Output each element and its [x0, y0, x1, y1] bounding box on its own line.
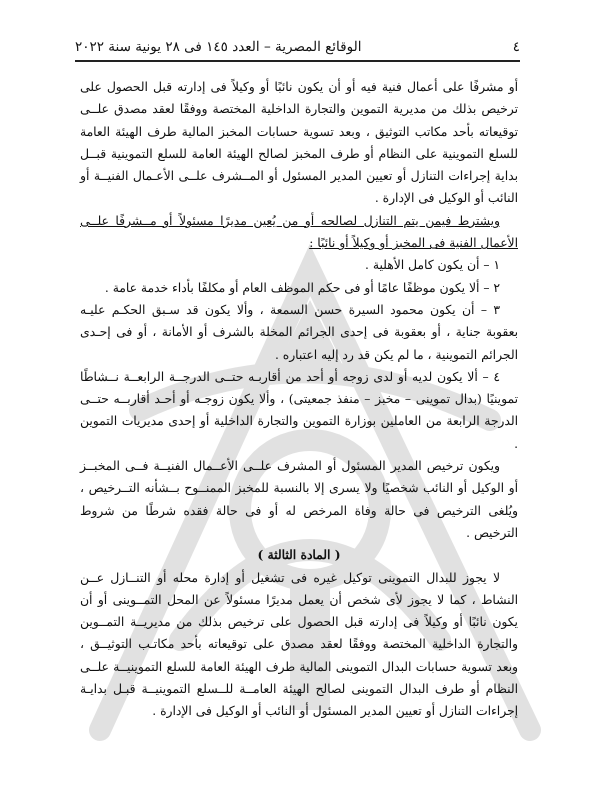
- condition-item: ٢ – ألا يكون موظفًا عامًا أو فى حكم الموظف العام أو مكلفًا بأداء خدمة عامة .: [104, 280, 500, 295]
- paragraph: ويكون ترخيص المدير المسئول أو المشرف علــى الأعــمال الفنيــة فــى المخبــز أو الوكيل أو النائب شخصيًا ولا يسرى إلا بالنسبة للمخبز الممنــوح بــشأنه التــرخيص ، ويُلغى الترخيص فى حالة وفاة المرخص له أو فى حالة فقده شرطًا من شروط الترخيص .: [80, 459, 518, 540]
- header-divider: [75, 60, 520, 62]
- paragraph-conditions-intro: ويشترط فيمن يتم التنازل لصالحه أو من يُعين مديرًا مسئولاً أو مــشرفًا علــى الأعمال الفنية فى المخبز أو وكيلاً أو نائبًا :: [80, 213, 518, 251]
- condition-item: ٣ – أن يكون محمود السيرة حسن السمعة ، وألا يكون قد سـبق الحكـم عليـه بعقوبة جناية ، أو بعقوبة فى إحدى الجرائم المخلة بالشرف أو الأمانة ، أو فى إحـدى الجرائم التموينية ، ما لم يكن قد رد إليه اعتباره .: [80, 302, 518, 362]
- page-number: ٤: [512, 39, 520, 55]
- page-header: [75, 36, 520, 58]
- page-body: [80, 76, 518, 723]
- article-heading: ( المادة الثالثة ): [257, 547, 341, 563]
- paragraph: لا يجوز للبدال التموينى توكيل غيره فى تشغيل أو إدارة محله أو التنــازل عــن النشاط ، كما لا يجوز لأى شخص أن يعمل مديرًا مسئولاً عن المحل التمــوينى أو أن يكون نائبًا أو وكيلاً فى إدارته قبل الحصول على ترخيص بذلك من مديريــة التمــوين والتجارة الداخلية المختصة ووفقًا لعقد مصدق على توقيعاته بأحد مكاتـب التوثيــق ، وبعد تسوية حسابات البدال التموينى المالية طرف الهيئة العامة للسلع التموينيــة علــى النظام أو طرف البدال التموينى لصالح الهيئة العامــة للــسلع التموينيــة قبـل بدايـة إجراءات التنازل أو تعيين المدير المسئول أو النائب أو الوكيل فى الإدارة .: [80, 570, 518, 719]
- condition-item: ٤ – ألا يكون لديه أو لدى زوجه أو أحد من أقاربـه حتــى الدرجــة الرابعــة نــشاطًا تموينيًا (بدال تموينى – مخبز – منفذ جمعيتى) ، وألا يكون زوجـه أو أحـد أقاربــه حتــى الدرجة الرابعة من العاملين بوزارة التموين والتجارة الداخلية أو إحدى مديريات التموين .: [80, 369, 518, 451]
- paragraph: أو مشرفًا على أعمال فنية فيه أو أن يكون نائبًا أو وكيلاً فى إدارته قبل الحصول على ترخيص بذلك من مديرية التموين والتجارة الداخلية المختصة ووفقًا لعقد مصدق علــى توقيعاته بأحد مكاتب التوثيق ، وبعد تسوية حسابات المخبز المالية طرف الهيئة العامة للسلع التموينية على النظام أو طرف المخبز لصالح الهيئة العامة للسلع التموينية قبــل بداية إجراءات التنازل أو تعيين المدير المسئول أو المــشرف علــى الأعـمال الفنيــة أو النائب أو الوكيل فى الإدارة .: [80, 80, 518, 206]
- condition-item: ١ – أن يكون كامل الأهلية .: [365, 258, 500, 273]
- gazette-title: الوقائع المصرية – العدد ١٤٥ فى ٢٨ يونية سنة ٢٠٢٢: [75, 39, 362, 55]
